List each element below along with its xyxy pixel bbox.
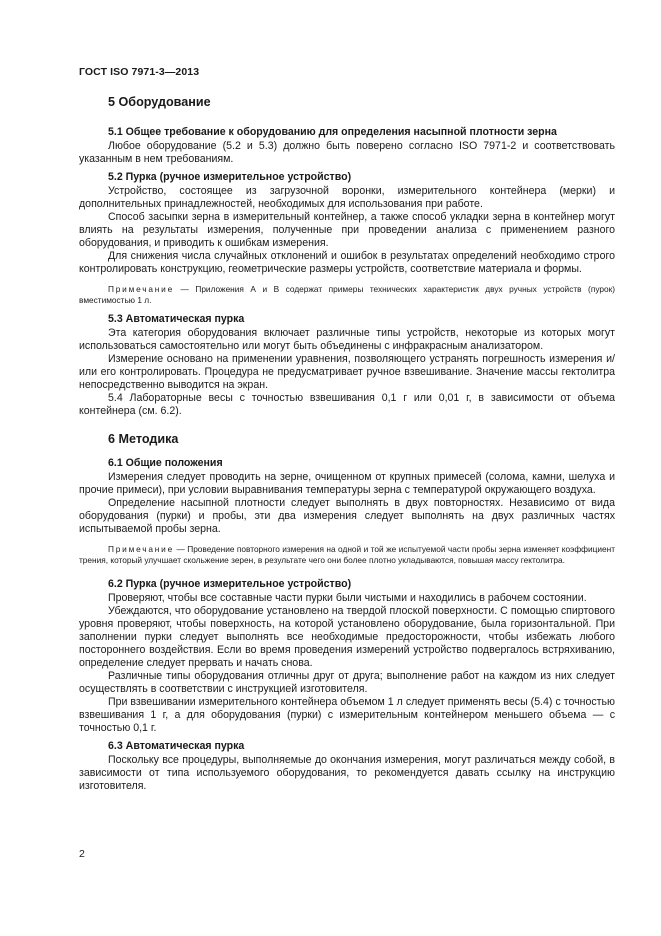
paragraph: Любое оборудование (5.2 и 5.3) должно быть поверено согласно ISO 7971-2 и соответствовать указанным в нем требованиям.	[79, 140, 615, 165]
section-6-title: 6 Методика	[108, 432, 179, 446]
paragraph: Устройство, состоящее из загрузочной воронки, измерительного контейнера (мерки) и дополнительных принадлежностей, необходимых для использования при работе.	[79, 185, 615, 210]
paragraph: При взвешивании измерительного контейнера объемом 1 л следует применять весы (5.4) с точностью взвешивания 1 г, а для оборудования (пурки) с измерительным контейнером меньшего объема — с точностью 0,1 г.	[79, 696, 615, 734]
paragraph: Эта категория оборудования включает различные типы устройств, некоторые из которых могут использоваться самостоятельно или могут быть объединены с инфракрасным анализатором.	[79, 327, 615, 352]
paragraph: Проверяют, чтобы все составные части пурки были чистыми и находились в рабочем состоянии.	[108, 592, 587, 604]
paragraph: Способ засыпки зерна в измерительный контейнер, а также способ укладки зерна в контейнер могут влиять на результаты измерения, полученные при проведении анализа с применением разного оборудования, и приводить к ошибкам измерения.	[79, 211, 615, 249]
subsection-5-3-title: 5.3 Автоматическая пурка	[108, 313, 245, 325]
subsection-6-3-title: 6.3 Автоматическая пурка	[108, 740, 245, 752]
page-number: 2	[79, 848, 85, 860]
document-code: ГОСТ ISO 7971-3—2013	[79, 66, 200, 78]
paragraph: Определение насыпной плотности следует выполнять в двух повторностях. Независимо от вида оборудования (пурки) и пробы, эти два измерения следует выполнять на двух различных частях испытываемой пробы зерна.	[79, 497, 615, 535]
paragraph: Поскольку все процедуры, выполняемые до окончания измерения, могут различаться между собой, в зависимости от типа используемого оборудования, то рекомендуется давать ссылку на инструкцию изготовителя.	[79, 754, 615, 792]
paragraph: 5.4 Лабораторные весы с точностью взвешивания 0,1 г или 0,01 г, в зависимости от объема контейнера (см. 6.2).	[79, 392, 615, 417]
subsection-6-2-title: 6.2 Пурка (ручное измерительное устройство)	[108, 578, 352, 590]
subsection-5-1-title: 5.1 Общее требование к оборудованию для определения насыпной плотности зерна	[108, 126, 557, 138]
paragraph: Измерения следует проводить на зерне, очищенном от крупных примесей (солома, камни, шелуха и прочие примеси), при условии выравнивания температуры зерна с температурой окружающего воздуха.	[79, 471, 615, 496]
subsection-5-2-title: 5.2 Пурка (ручное измерительное устройство)	[108, 171, 352, 183]
subsection-6-1-title: 6.1 Общие положения	[108, 457, 223, 469]
note-text: — Приложения А и В содержат примеры технических характеристик двух ручных устройств (пурок) вместимостью 1 л.	[79, 284, 615, 305]
paragraph: Убеждаются, что оборудование установлено на твердой плоской поверхности. С помощью спиртового уровня проверяют, чтобы поверхность, на которой установлено оборудование, была горизонтальной. При заполнении пурки следует выполнять все необходимые предосторожности, чтобы избежать любого постороннего воздействия. Если во время проведения измерений устройство подвергалось встряхиванию, определение следует прервать и начать снова.	[79, 605, 615, 669]
note	[79, 544, 615, 566]
document-body	[79, 94, 615, 793]
paragraph: Измерение основано на применении уравнения, позволяющего устранять погрешность измерения и/или его контролировать. Процедура не предусматривает ручное взвешивание. Значение массы гектолитра непосредственно выводится на экран.	[79, 353, 615, 391]
section-5-title: 5 Оборудование	[108, 95, 211, 109]
note-text: — Проведение повторного измерения на одной и той же испытуемой части пробы зерна изменяет коэффициент трения, который улучшает скольжение зерен, в результате чего они более плотно укладываются, повышая массу гектолитра.	[79, 544, 615, 565]
note-label: Примечание	[108, 284, 175, 294]
note-label: Примечание	[108, 544, 175, 554]
paragraph: Различные типы оборудования отличны друг от друга; выполнение работ на каждом из них следует осуществлять в соответствии с инструкцией изготовителя.	[79, 670, 615, 695]
paragraph: Для снижения числа случайных отклонений и ошибок в результатах определений необходимо строго контролировать конструкцию, геометрические размеры устройств, соответствие материала и формы.	[79, 250, 615, 275]
note	[79, 284, 615, 306]
